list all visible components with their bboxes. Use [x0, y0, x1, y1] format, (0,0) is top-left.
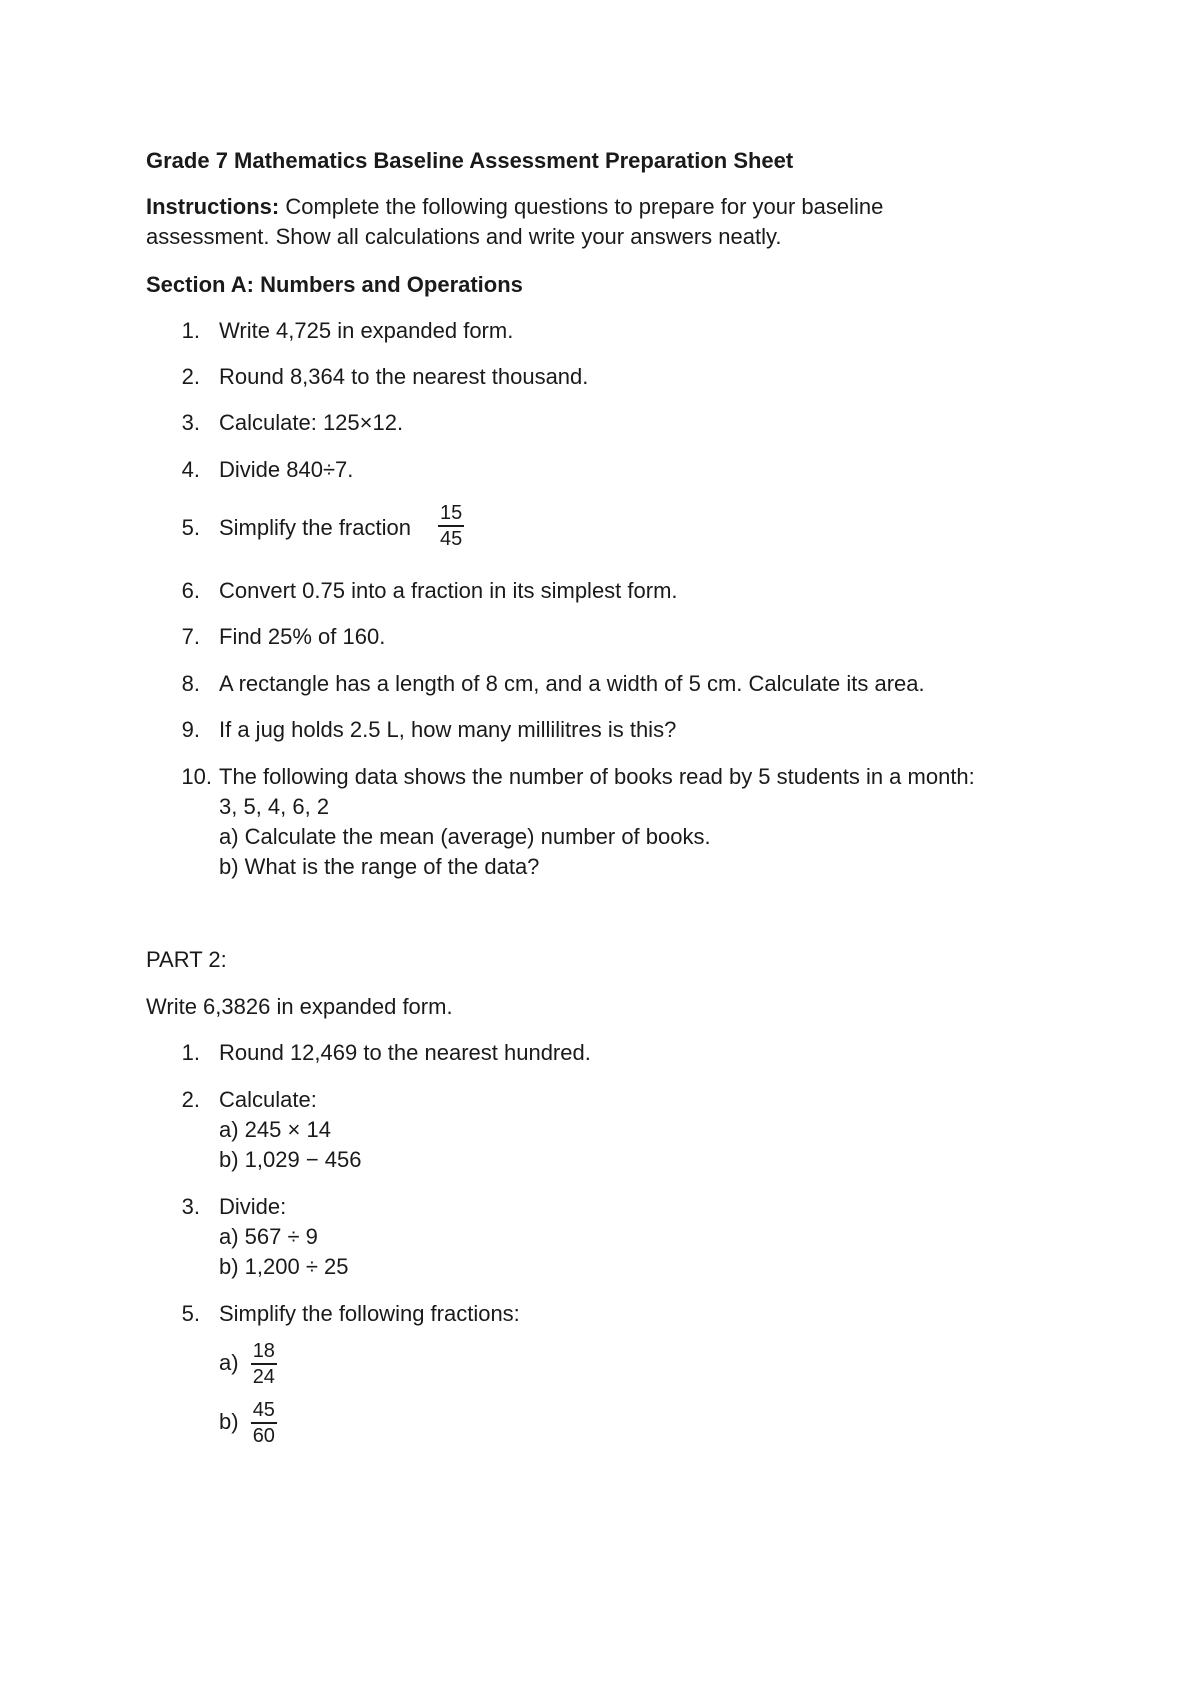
- part-2-heading: PART 2:: [146, 947, 227, 972]
- item-number: 5.: [181, 515, 200, 540]
- part-2-intro: Write 6,3826 in expanded form.: [146, 994, 453, 1019]
- fraction-numerator: 45: [251, 1399, 277, 1424]
- item-text: Calculate:: [219, 1087, 317, 1112]
- page-title: Grade 7 Mathematics Baseline Assessment Preparation Sheet: [146, 148, 794, 173]
- fraction-denominator: 24: [252, 1366, 275, 1388]
- data-values: 3, 5, 4, 6, 2: [219, 794, 330, 819]
- item-number: 4.: [181, 457, 200, 482]
- item-text: Divide:: [219, 1194, 287, 1219]
- item-text: Simplify the fraction: [219, 515, 411, 540]
- item-text: Round 8,364 to the nearest thousand.: [219, 364, 589, 389]
- item-number: 1.: [181, 1040, 200, 1065]
- item-text: Calculate: 125×12.: [219, 410, 404, 435]
- item-text: Convert 0.75 into a fraction in its simplest form.: [219, 578, 678, 603]
- fraction-denominator: 45: [440, 528, 463, 550]
- instructions-text-2: assessment. Show all calculations and write your answers neatly.: [146, 224, 782, 249]
- item-text: If a jug holds 2.5 L, how many millilitres is this?: [219, 717, 677, 742]
- section-a-heading: Section A: Numbers and Operations: [146, 272, 523, 297]
- item-number: 6.: [181, 578, 200, 603]
- sub-question-a: a) 567 ÷ 9: [219, 1224, 318, 1249]
- instructions-text-1: Complete the following questions to prepare for your baseline: [279, 194, 884, 219]
- item-text: A rectangle has a length of 8 cm, and a width of 5 cm. Calculate its area.: [219, 671, 925, 696]
- fraction: [438, 502, 464, 550]
- sub-question-b: b) 1,200 ÷ 25: [219, 1254, 349, 1279]
- fraction-numerator: 15: [438, 502, 464, 527]
- fraction-item-a: [219, 1340, 277, 1388]
- item-number: 10.: [181, 764, 212, 789]
- item-text: Simplify the following fractions:: [219, 1301, 520, 1326]
- item-number: 3.: [181, 1194, 200, 1219]
- instructions-line-1: [146, 192, 883, 222]
- item-text: Write 4,725 in expanded form.: [219, 318, 514, 343]
- item-number: 7.: [181, 624, 200, 649]
- fraction-label: a): [219, 1349, 239, 1375]
- item-text: Round 12,469 to the nearest hundred.: [219, 1040, 591, 1065]
- item-text: Find 25% of 160.: [219, 624, 386, 649]
- fraction-denominator: 60: [252, 1425, 275, 1447]
- item-number: 9.: [181, 717, 200, 742]
- sub-question-b: b) What is the range of the data?: [219, 854, 540, 879]
- sub-question-a: a) 245 × 14: [219, 1117, 331, 1142]
- fraction-label: b): [219, 1408, 239, 1434]
- fraction-item-b: [219, 1399, 277, 1447]
- item-number: 1.: [181, 318, 200, 343]
- instructions-label: Instructions:: [146, 194, 280, 219]
- item-number: 8.: [181, 671, 200, 696]
- sub-question-b: b) 1,029 − 456: [219, 1147, 362, 1172]
- item-text: Divide 840÷7.: [219, 457, 354, 482]
- item-number: 3.: [181, 410, 200, 435]
- item-number: 2.: [181, 1087, 200, 1112]
- item-text: The following data shows the number of books read by 5 students in a month:: [219, 764, 975, 789]
- fraction-numerator: 18: [251, 1340, 277, 1365]
- item-number: 2.: [181, 364, 200, 389]
- item-number: 5.: [181, 1301, 200, 1326]
- sub-question-a: a) Calculate the mean (average) number of books.: [219, 824, 711, 849]
